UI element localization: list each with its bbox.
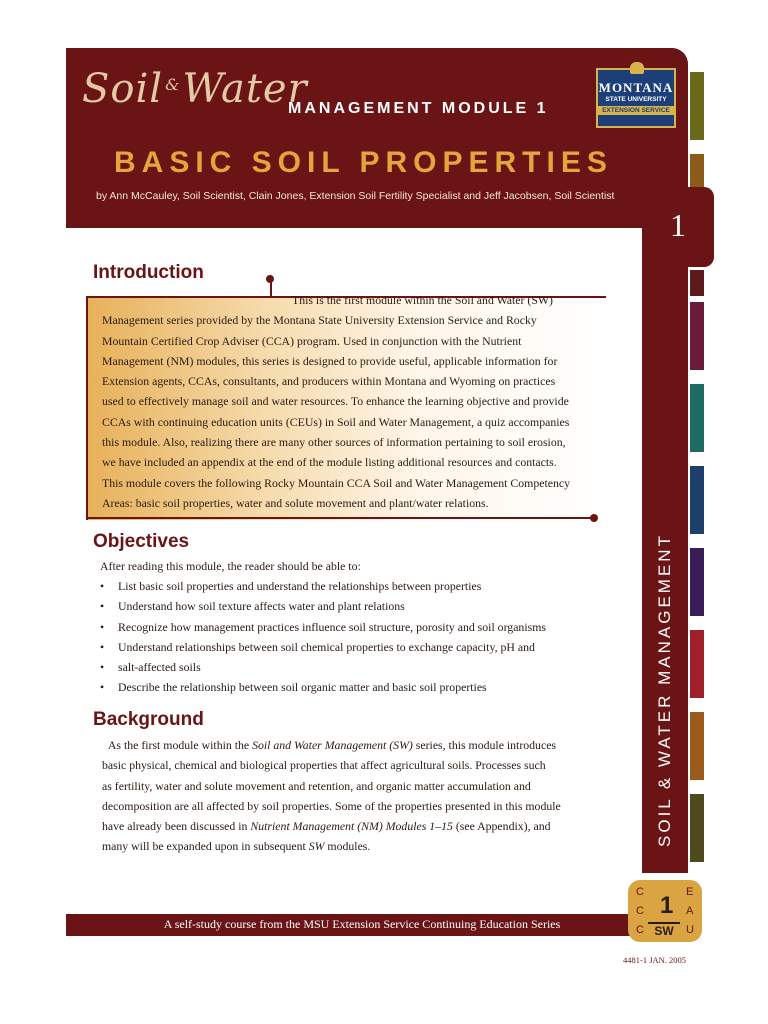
cca-letter: C bbox=[636, 886, 644, 898]
logo-line-1: MONTANA bbox=[598, 80, 674, 95]
cca-number: 1 bbox=[660, 892, 674, 919]
publication-code: 4481-1 JAN. 2005 bbox=[623, 955, 687, 965]
introduction-heading: Introduction bbox=[93, 262, 204, 283]
intro-line: Management series provided by the Montana State University Extension Service and Rocky bbox=[102, 313, 537, 328]
section-color-tab bbox=[690, 630, 704, 698]
intro-line: Management (NM) modules, this series is designed to provide useful, applicable information for bbox=[102, 353, 558, 368]
vertical-series-title bbox=[642, 510, 688, 870]
wordmark-soil: Soil bbox=[82, 66, 164, 112]
background-line: many will be expanded upon in subsequent SW modules. bbox=[102, 839, 371, 854]
background-line: have already been discussed in Nutrient Management (NM) Modules 1–15 (see Appendix), and bbox=[102, 819, 551, 834]
header-band bbox=[66, 48, 688, 228]
footer-banner bbox=[66, 914, 658, 936]
intro-line: Mountain Certified Crop Adviser (CCA) program. Used in conjunction with the Nutrient bbox=[102, 333, 522, 348]
module-label: MANAGEMENT MODULE 1 bbox=[288, 100, 549, 117]
section-color-tab bbox=[690, 794, 704, 862]
crest-icon bbox=[630, 62, 644, 74]
montana-state-logo bbox=[596, 68, 676, 128]
section-color-tab bbox=[690, 548, 704, 616]
background-line: decomposition are all affected by soil properties. Some of the properties presented in this module bbox=[102, 798, 561, 813]
background-line: basic physical, chemical and biological properties that affect agricultural soils. Processes such bbox=[102, 758, 546, 773]
module-number-tab bbox=[642, 187, 714, 267]
background-text bbox=[102, 735, 622, 857]
intro-bottom-rule bbox=[86, 517, 596, 519]
list-item: • Understand how soil texture affects water and plant relations bbox=[100, 596, 620, 616]
objectives-list bbox=[100, 576, 620, 698]
logo-line-2: STATE UNIVERSITY bbox=[605, 96, 667, 103]
section-color-tab bbox=[690, 270, 704, 296]
section-color-tab bbox=[690, 302, 704, 370]
intro-line: we have included an appendix at the end of the module listing additional resources and contacts. bbox=[102, 455, 557, 470]
cca-letter: A bbox=[686, 905, 694, 917]
cca-badge bbox=[628, 880, 702, 942]
wordmark-amp: & bbox=[165, 75, 181, 94]
logo-line-3: EXTENSION SERVICE bbox=[598, 106, 674, 115]
section-color-tab bbox=[690, 384, 704, 452]
cca-letter: U bbox=[686, 924, 694, 936]
intro-line: Areas: basic soil properties, water and solute movement and plant/water relations. bbox=[102, 495, 489, 510]
list-item: • Recognize how management practices influence soil structure, porosity and soil organisms bbox=[100, 617, 620, 637]
introduction-text bbox=[102, 290, 624, 513]
wordmark-water: Water bbox=[182, 66, 308, 112]
background-line: as fertility, water and solute movement and retention, and organic matter accumulation and bbox=[102, 778, 531, 793]
section-color-tab bbox=[690, 712, 704, 780]
module-number: 1 bbox=[670, 207, 686, 243]
intro-line: This module covers the following Rocky Mountain CCA Soil and Water Management Competency bbox=[102, 475, 571, 490]
intro-dot-bottom bbox=[590, 514, 598, 522]
intro-line: Extension agents, CCAs, consultants, and producers within Montana and Wyoming on practices bbox=[102, 374, 556, 389]
list-item: • Describe the relationship between soil organic matter and basic soil properties bbox=[100, 677, 620, 697]
objectives-lead: After reading this module, the reader should be able to: bbox=[100, 559, 361, 573]
authors-line: by Ann McCauley, Soil Scientist, Clain Jones, Extension Soil Fertility Specialist and Jeff Jacobsen, Soil Scientist bbox=[96, 190, 615, 202]
series-wordmark bbox=[82, 66, 308, 112]
cca-letter: C bbox=[636, 905, 644, 917]
intro-dot-top bbox=[266, 275, 274, 283]
list-item-continuation: • salt-affected soils bbox=[100, 657, 620, 677]
document-title: BASIC SOIL PROPERTIES bbox=[114, 146, 613, 179]
background-heading: Background bbox=[93, 709, 204, 730]
cca-letter: E bbox=[686, 886, 694, 898]
vertical-title-text: SOIL & WATER MANAGEMENT bbox=[655, 533, 674, 847]
intro-line-0: This is the first module within the Soil and Water (SW) bbox=[292, 293, 553, 307]
intro-line: used to effectively manage soil and water resources. To enhance the learning objective and provide bbox=[102, 394, 569, 409]
section-color-tab bbox=[690, 72, 704, 140]
intro-line: CCAs with continuing education units (CEUs) in Soil and Water Management, a quiz accompanies bbox=[102, 414, 570, 429]
cca-sw: SW bbox=[648, 922, 680, 938]
section-color-tab bbox=[690, 466, 704, 534]
background-line: As the first module within the Soil and Water Management (SW) series, this module introduces bbox=[107, 738, 557, 752]
intro-line: this module. Also, realizing there are many other sources of information pertaining to soil erosion, bbox=[102, 435, 566, 450]
cca-letter: C bbox=[636, 924, 644, 936]
footer-banner-text: A self-study course from the MSU Extension Service Continuing Education Series bbox=[163, 917, 561, 931]
objectives-heading: Objectives bbox=[93, 531, 190, 552]
list-item: • Understand relationships between soil chemical properties to exchange capacity, pH and bbox=[100, 637, 620, 657]
list-item: • List basic soil properties and understand the relationships between properties bbox=[100, 576, 620, 596]
